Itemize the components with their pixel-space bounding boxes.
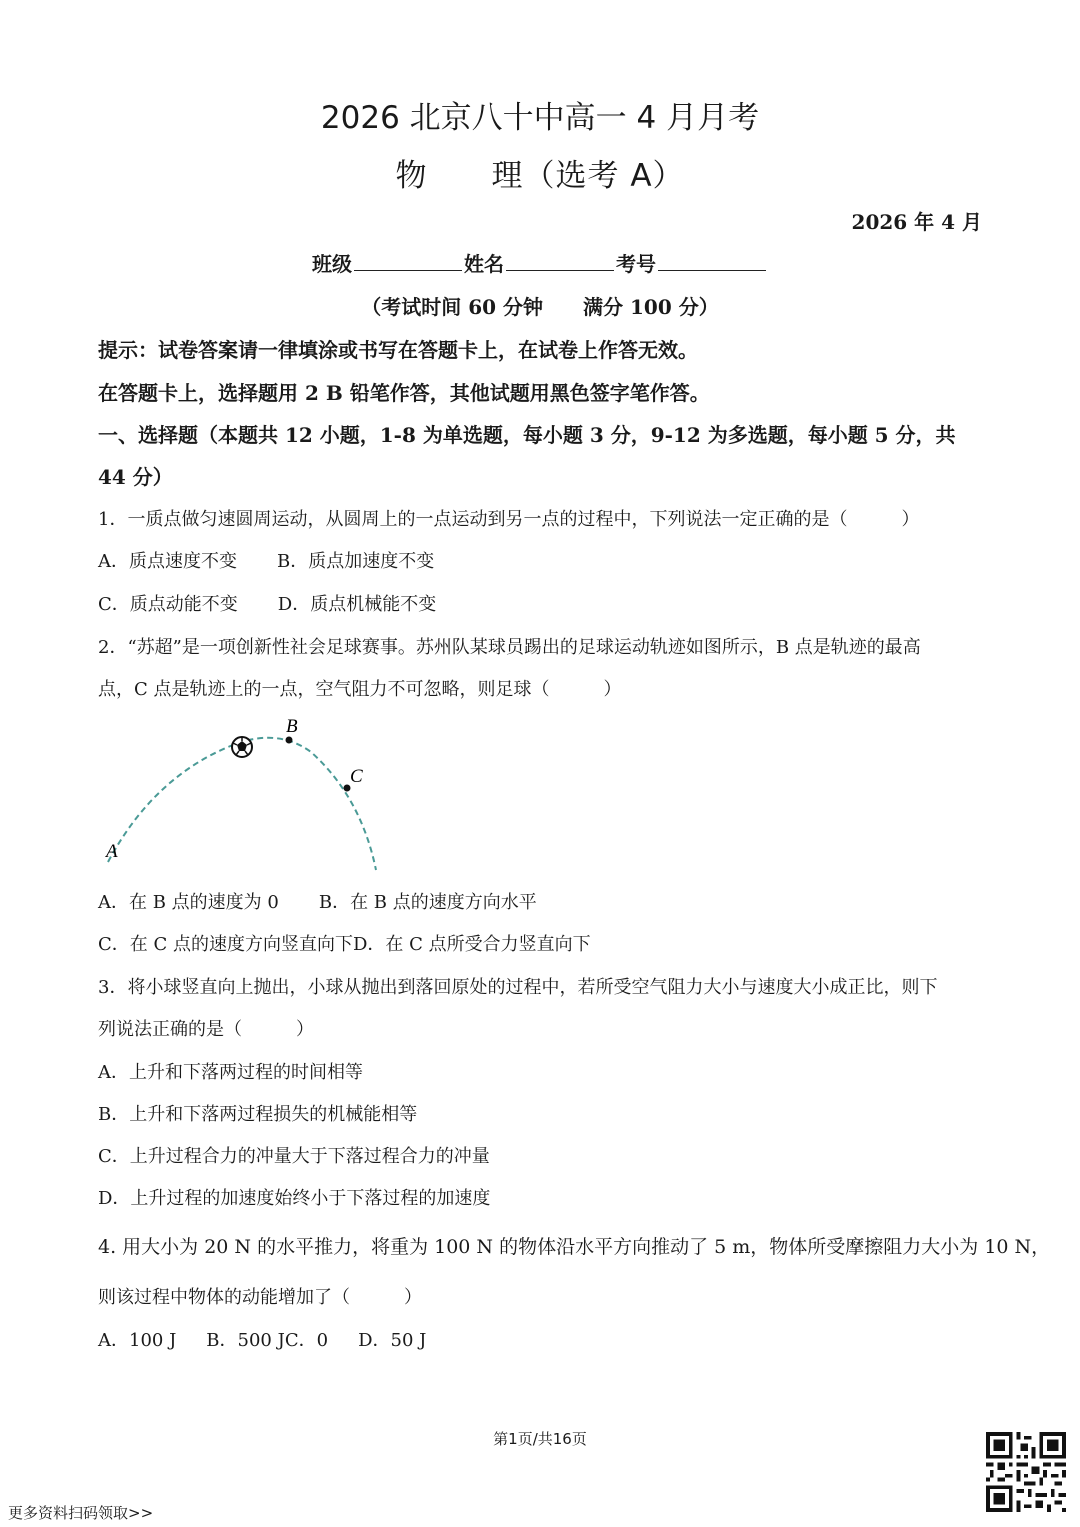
exam-subtitle: 物 理（选考 A）	[395, 158, 685, 194]
q3-stem-2: 列说法正确的是（ ）	[98, 1019, 314, 1040]
q4-stem-1: 4. 用大小为 20 N 的水平推力，将重为 100 N 的物体沿水平方向推动了 5 m，物体所受摩擦阻力大小为 10 N，	[98, 1236, 1051, 1258]
label-b: B	[286, 716, 298, 737]
qr-code-icon[interactable]	[986, 1432, 1066, 1512]
exam-duration: （考试时间 60 分钟 满分 100 分）	[361, 295, 719, 319]
q4-option-c: C．0	[284, 1330, 329, 1351]
q1-option-a: A．质点速度不变	[98, 551, 237, 572]
q2-stem-2: 点，C 点是轨迹上的一点，空气阻力不可忽略，则足球（ ）	[98, 679, 622, 700]
q2-option-d: D．在 C 点所受合力竖直向下	[353, 934, 591, 955]
section-heading-cont: 44 分）	[98, 465, 173, 489]
q4-option-a: A．100 J	[98, 1330, 177, 1351]
exam-title: 2026 北京八十中高一 4 月月考	[320, 100, 760, 136]
point-b	[286, 737, 293, 744]
hint-line-2: 在答题卡上，选择题用 2 B 铅笔作答，其他试题用黑色签字笔作答。	[98, 381, 710, 405]
section-heading: 一、选择题（本题共 12 小题，1-8 为单选题，每小题 3 分，9-12 为多选题，每小题 5 分，共	[98, 423, 956, 447]
q3-option-b: B．上升和下落两过程损失的机械能相等	[98, 1104, 418, 1125]
name-blank[interactable]	[506, 250, 614, 271]
q4-options	[98, 1326, 426, 1352]
class-blank[interactable]	[354, 250, 462, 271]
q2-option-a: A．在 B 点的速度为 0	[98, 892, 279, 913]
q2-option-b: B．在 B 点的速度方向水平	[318, 892, 537, 913]
q1-option-c: C．质点动能不变	[98, 594, 238, 615]
q4-stem-2: 则该过程中物体的动能增加了（ ）	[98, 1287, 422, 1308]
label-a: A	[106, 841, 118, 862]
q3-option-a: A．上升和下落两过程的时间相等	[98, 1062, 363, 1083]
q2-options-ab	[98, 888, 537, 914]
q2-stem-1: 2．“苏超”是一项创新性社会足球赛事。苏州队某球员踢出的足球运动轨迹如图所示，B 点是轨迹的最高	[98, 637, 921, 658]
q2-options-cd	[98, 930, 591, 956]
name-label: 姓名	[464, 252, 504, 276]
q1-options-cd	[98, 590, 436, 616]
q1-option-b: B．质点加速度不变	[277, 551, 435, 572]
soccer-ball-icon	[232, 737, 252, 757]
label-c: C	[350, 766, 363, 787]
trajectory-figure	[96, 712, 396, 877]
q2-option-c: C．在 C 点的速度方向竖直向下	[98, 934, 353, 955]
student-info-fields	[0, 248, 1080, 277]
q4-option-b: B．500 J	[206, 1330, 285, 1351]
number-blank[interactable]	[658, 250, 766, 271]
class-label: 班级	[312, 252, 352, 276]
more-resources-link[interactable]: 更多资料扫码领取>>	[8, 1504, 154, 1522]
exam-date: 2026 年 4 月	[851, 210, 982, 234]
q3-stem-1: 3．将小球竖直向上抛出，小球从抛出到落回原处的过程中，若所受空气阻力大小与速度大小成正比，则下	[98, 977, 938, 998]
q4-option-d: D．50 J	[358, 1330, 427, 1351]
hint-line-1: 提示：试卷答案请一律填涂或书写在答题卡上，在试卷上作答无效。	[98, 338, 698, 362]
q3-option-d: D．上升过程的加速度始终小于下落过程的加速度	[98, 1188, 491, 1209]
number-label: 考号	[616, 252, 656, 276]
q1-options-ab	[98, 547, 434, 573]
page-number: 第1页/共16页	[493, 1430, 587, 1448]
q1-stem: 1．一质点做匀速圆周运动，从圆周上的一点运动到另一点的过程中，下列说法一定正确的是（ ）	[98, 509, 920, 530]
q3-option-c: C．上升过程合力的冲量大于下落过程合力的冲量	[98, 1146, 490, 1167]
q1-option-d: D．质点机械能不变	[277, 594, 437, 615]
